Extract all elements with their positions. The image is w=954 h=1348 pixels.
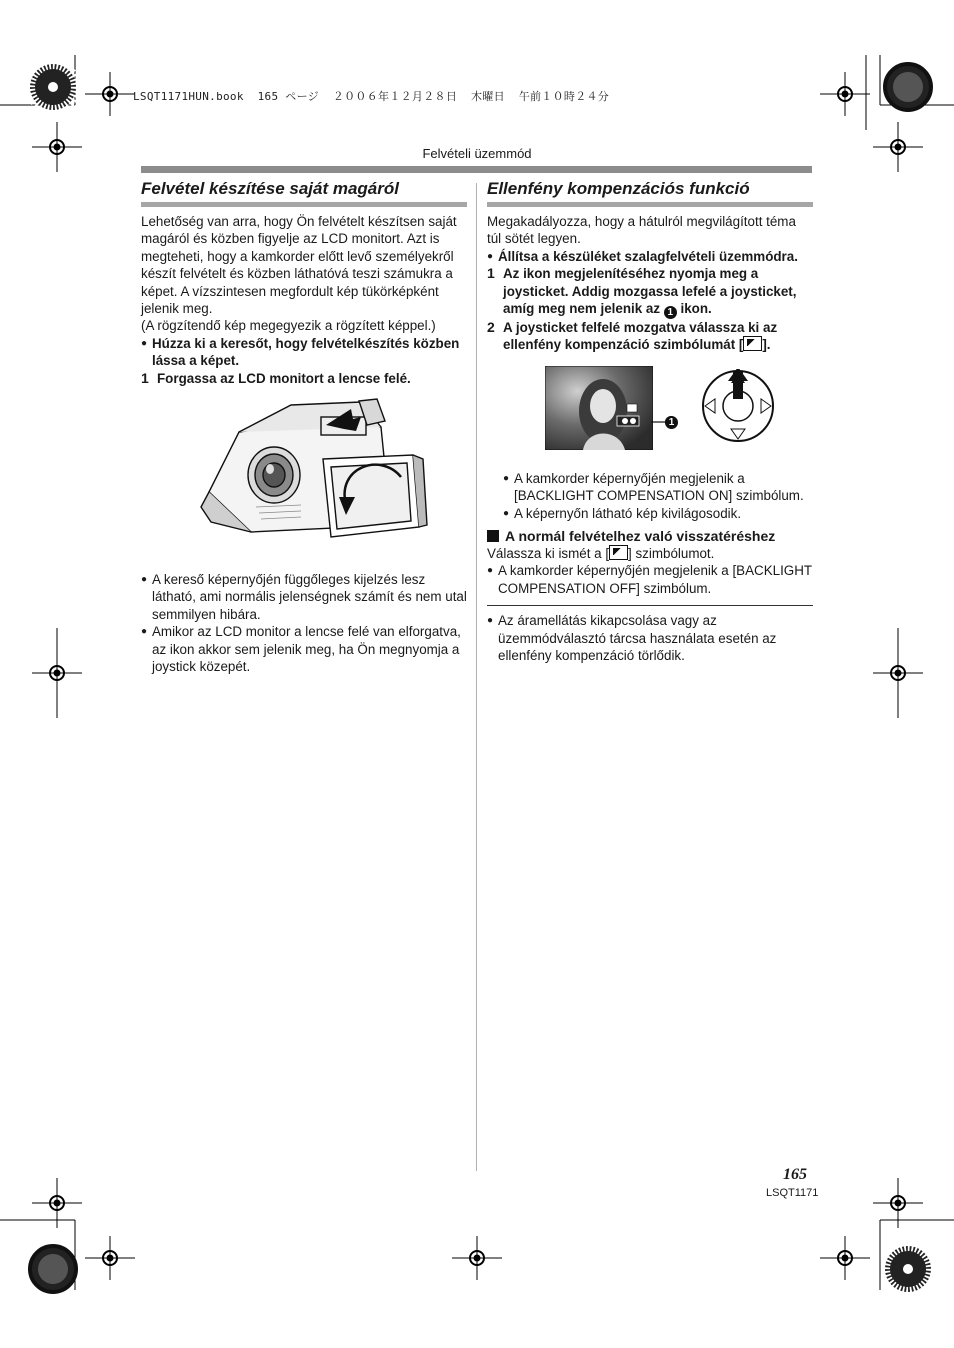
crosshair-target-1: [85, 72, 135, 116]
crosshair-target-10: [452, 1236, 502, 1280]
return-bullet: ● A kamkorder képernyőjén megjelenik a [BACKLIGHT COMPENSATION OFF] szimbólum.: [487, 563, 812, 596]
callout-number-icon: 1: [665, 416, 678, 429]
callout-number-icon: 1: [664, 306, 677, 319]
bullet-icon: ●: [141, 574, 148, 586]
crosshair-target-5: [32, 628, 82, 718]
final-note: ● Az áramellátás kikapcsolása vagy az üzemmódválasztó tárcsa használata esetén az ellenfény kompenzáció törlődik.: [487, 613, 777, 664]
crosshair-target-7: [32, 1178, 82, 1228]
left-note-2: ● Amikor az LCD monitor a lencse felé van elforgatva, az ikon akkor sem jelenik meg, ha Ön megnyomja a joystick közepét.: [141, 624, 461, 675]
camcorder-illustration: [141, 397, 467, 557]
running-header: Felvételi üzemmód: [422, 146, 532, 161]
model-code: LSQT1171: [766, 1187, 819, 1199]
crosshair-target-9: [85, 1236, 135, 1280]
header-rule: [141, 166, 812, 173]
bullet-icon: ●: [487, 565, 494, 577]
backlight-compensation-icon: [743, 336, 762, 351]
radial-mark-top-right: [883, 62, 933, 112]
column-divider: [476, 183, 477, 1171]
bullet-icon: ●: [503, 507, 510, 519]
bullet-icon: ●: [141, 626, 148, 638]
bullet-icon: ●: [141, 337, 148, 349]
left-bold-bullet: ● Húzza ki a keresőt, hogy felvételkészítés közben lássa a képet.: [141, 335, 460, 369]
left-column: [141, 178, 467, 676]
left-note-1: ● A kereső képernyőjén függőleges kijelzés lesz látható, ami normális jelenségnek számít és nem utal semmilyen hibára.: [141, 572, 467, 622]
left-intro: Lehetőség van arra, hogy Ön felvételt készítsen saját magáról és közben figyelje az LCD monitort. Azt is megteheti, hogy a kamkorder előtt levő személyekről készít felvételt és közben láthatóvá teszi számukra a képet. A vízszintesen megfordult kép tükörképként jelenik meg.: [141, 214, 457, 317]
page-number: 165: [783, 1166, 807, 1183]
lcd-screen-photo: [545, 366, 653, 450]
bullet-icon: ●: [487, 250, 494, 262]
left-intro-note: (A rögzítendő kép megegyezik a rögzített képpel.): [141, 318, 436, 334]
printer-slug-line: LSQT1171HUN.book 165 ページ ２００６年１２月２８日 木曜日 午前１０時２４分: [133, 90, 610, 103]
joystick-up-icon: [701, 369, 775, 443]
notes-separator: [487, 605, 813, 606]
step-number: 2: [487, 319, 495, 336]
step-number: 1: [487, 265, 495, 282]
return-text: Válassza ki ismét a [ ] szimbólumot.: [487, 546, 715, 562]
left-section-title: Felvétel készítése saját magáról: [141, 178, 467, 207]
right-bold-bullet: ● Állítsa a készüléket szalagfelvételi üzemmódra.: [487, 248, 798, 264]
right-intro: Megakadályozza, hogy a hátulról megvilágított téma túl sötét legyen.: [487, 214, 796, 247]
square-bullet-icon: [487, 530, 499, 542]
right-note-1: ● A kamkorder képernyőjén megjelenik a [BACKLIGHT COMPENSATION ON] szimbólum.: [503, 470, 804, 504]
left-step-1: 1 Forgassa az LCD monitort a lencse felé.: [141, 369, 411, 386]
bullet-icon: ●: [487, 615, 494, 627]
radial-mark-top-left: [28, 62, 78, 112]
right-section-title: Ellenfény kompenzációs funkció: [487, 178, 813, 207]
right-column: [487, 178, 813, 665]
backlight-figure: [487, 366, 813, 462]
crosshair-target-8: [873, 1178, 923, 1228]
crosshair-target-11: [820, 1236, 870, 1280]
backlight-compensation-icon: [609, 545, 628, 560]
right-note-2: ● A képernyőn látható kép kivilágosodik.: [503, 505, 742, 521]
radial-mark-bottom-right: [883, 1244, 933, 1294]
return-subheading: A normál felvételhez való visszatéréshez: [487, 527, 813, 545]
right-step-2: 2 A joysticket felfelé mozgatva válassza ki az ellenfény kompenzáció szimbólumát [ ].: [487, 319, 778, 353]
right-step-1: 1 Az ikon megjelenítéséhez nyomja meg a joysticket. Addig mozgassa lefelé a joysticket, amíg meg nem jelenik az 1 ikon.: [487, 265, 797, 319]
step-number: 1: [141, 369, 149, 386]
bullet-icon: ●: [503, 472, 510, 484]
crosshair-target-2: [820, 72, 870, 116]
radial-mark-bottom-left: [28, 1244, 78, 1294]
crosshair-target-6: [873, 628, 923, 718]
